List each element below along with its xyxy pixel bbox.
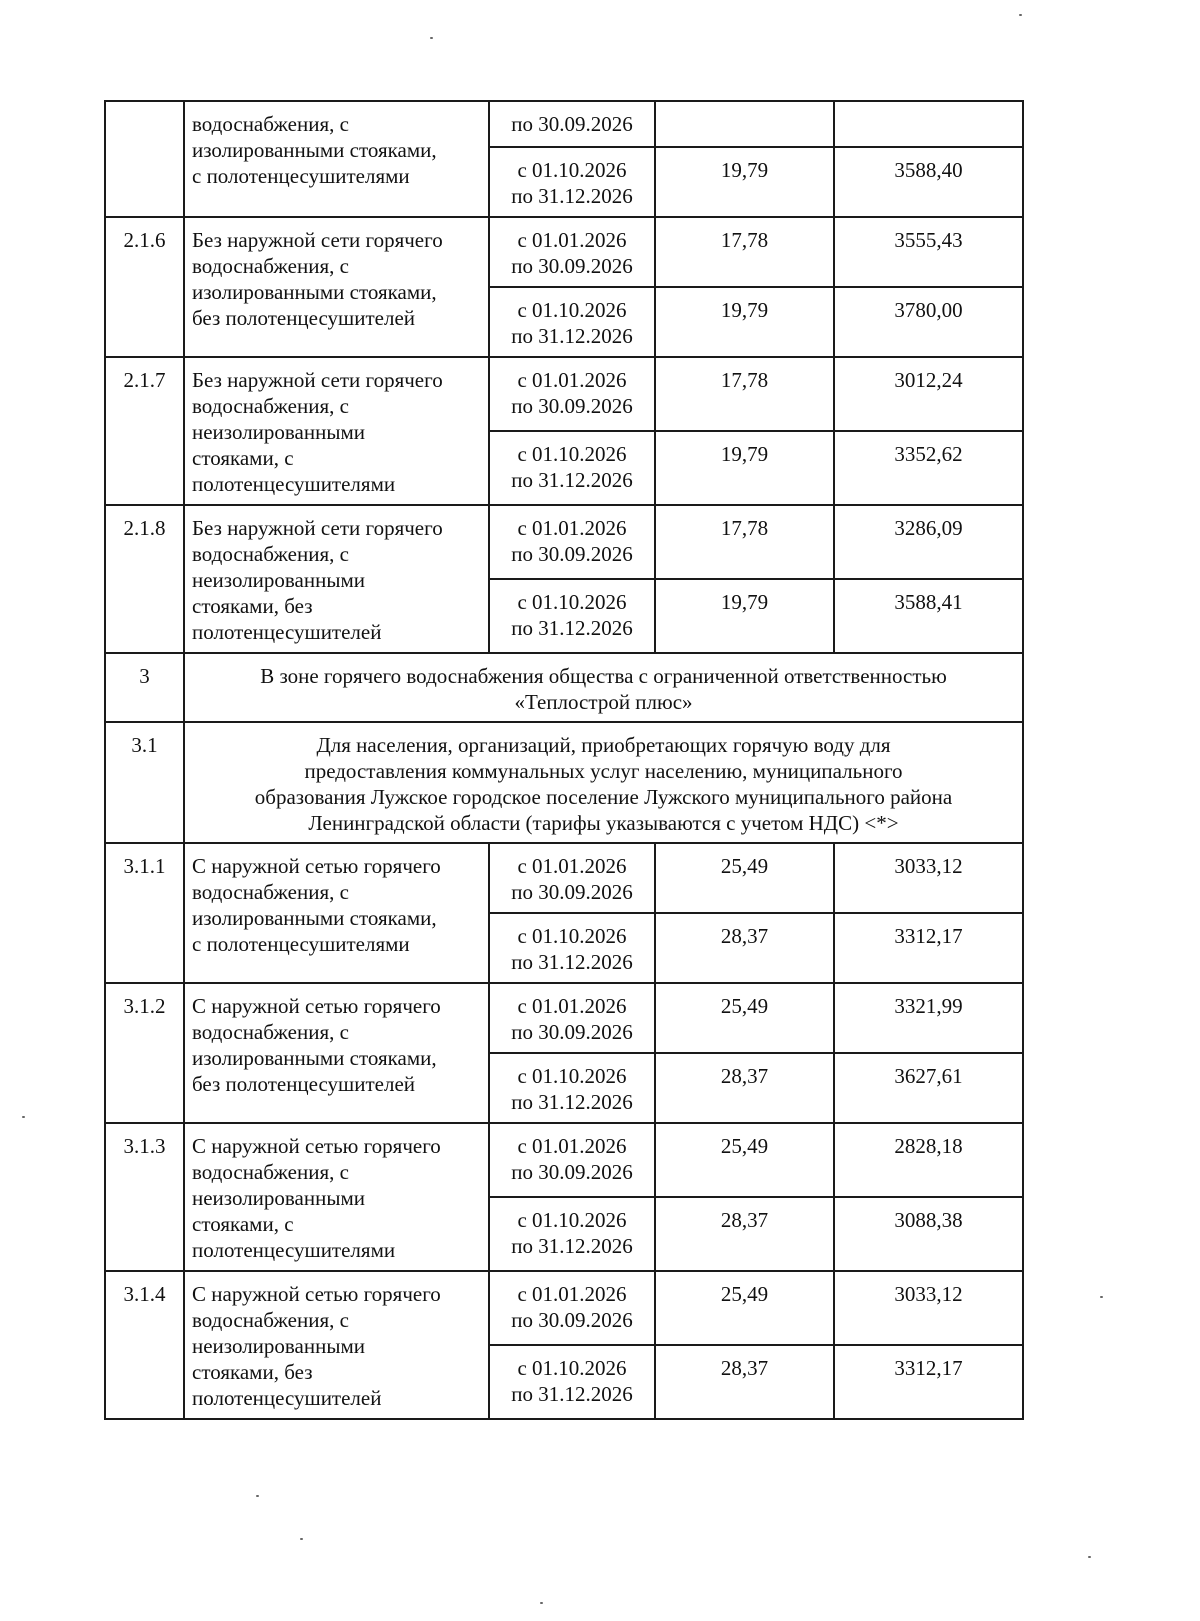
item-description-cell bbox=[184, 101, 489, 217]
scan-speck bbox=[430, 37, 433, 39]
text-line: без полотенцесушителей bbox=[192, 306, 416, 330]
text-line: неизолированными bbox=[192, 1186, 365, 1210]
item-number-cell: 3.1.3 bbox=[105, 1123, 184, 1271]
tariff-value-cell bbox=[834, 101, 1023, 147]
tariff-value-cell: 3033,12 bbox=[834, 843, 1023, 913]
item-number-cell bbox=[105, 101, 184, 217]
text-line: стояками, с bbox=[192, 1212, 294, 1236]
text-line: с 01.01.2026 bbox=[517, 854, 627, 878]
text-line: по 30.09.2026 bbox=[511, 880, 633, 904]
text-line: по 30.09.2026 bbox=[511, 1160, 633, 1184]
item-number-cell: 3.1.4 bbox=[105, 1271, 184, 1419]
text-line: водоснабжения, с bbox=[192, 112, 349, 136]
text-line: с 01.10.2026 bbox=[517, 924, 627, 948]
text-line: по 31.12.2026 bbox=[511, 1382, 633, 1406]
table-row bbox=[105, 983, 1023, 1053]
text-line: по 31.12.2026 bbox=[511, 1234, 633, 1258]
text-line: водоснабжения, с bbox=[192, 254, 349, 278]
text-line: водоснабжения, с bbox=[192, 1160, 349, 1184]
tariff-value-cell: 3588,41 bbox=[834, 579, 1023, 653]
text-line: с полотенцесушителями bbox=[192, 932, 410, 956]
text-line: полотенцесушителями bbox=[192, 472, 396, 496]
text-line: полотенцесушителей bbox=[192, 620, 382, 644]
item-number-cell: 2.1.7 bbox=[105, 357, 184, 505]
period-cell bbox=[489, 147, 655, 217]
item-number-cell: 3.1.2 bbox=[105, 983, 184, 1123]
period-cell bbox=[489, 1197, 655, 1271]
rate-value-cell: 28,37 bbox=[655, 1345, 834, 1419]
text-line: Без наружной сети горячего bbox=[192, 228, 443, 252]
text-line: по 30.09.2026 bbox=[511, 394, 633, 418]
text-line: Без наружной сети горячего bbox=[192, 516, 443, 540]
scan-speck bbox=[1100, 1296, 1103, 1298]
section-row bbox=[105, 653, 1023, 722]
rate-value-cell: 28,37 bbox=[655, 1197, 834, 1271]
text-line: Для населения, организаций, приобретающих горячую воду для bbox=[316, 733, 891, 757]
text-line: «Теплострой плюс» bbox=[514, 690, 693, 714]
table-row bbox=[105, 843, 1023, 913]
text-line: С наружной сетью горячего bbox=[192, 1282, 441, 1306]
tariff-value-cell: 3780,00 bbox=[834, 287, 1023, 357]
text-line: стояками, с bbox=[192, 446, 294, 470]
item-description-cell bbox=[184, 357, 489, 505]
scan-speck bbox=[540, 1602, 543, 1604]
text-line: по 30.09.2026 bbox=[511, 254, 633, 278]
text-line: с 01.10.2026 bbox=[517, 1356, 627, 1380]
text-line: водоснабжения, с bbox=[192, 880, 349, 904]
text-line: изолированными стояками, bbox=[192, 138, 437, 162]
table-row bbox=[105, 1123, 1023, 1197]
text-line: полотенцесушителей bbox=[192, 1386, 382, 1410]
item-number-cell: 3.1.1 bbox=[105, 843, 184, 983]
period-cell bbox=[489, 579, 655, 653]
text-line: стояками, без bbox=[192, 1360, 313, 1384]
section-title-cell bbox=[184, 722, 1023, 843]
table-row bbox=[105, 505, 1023, 579]
rate-value-cell: 17,78 bbox=[655, 357, 834, 431]
text-line: по 30.09.2026 bbox=[511, 1308, 633, 1332]
tariff-value-cell: 3627,61 bbox=[834, 1053, 1023, 1123]
tariff-value-cell: 3588,40 bbox=[834, 147, 1023, 217]
text-line: полотенцесушителями bbox=[192, 1238, 396, 1262]
period-cell bbox=[489, 1053, 655, 1123]
period-cell bbox=[489, 913, 655, 983]
tariff-table bbox=[104, 100, 1024, 1420]
period-cell bbox=[489, 431, 655, 505]
text-line: с 01.01.2026 bbox=[517, 368, 627, 392]
period-cell bbox=[489, 101, 655, 147]
item-description-cell bbox=[184, 217, 489, 357]
tariff-value-cell: 3088,38 bbox=[834, 1197, 1023, 1271]
period-cell bbox=[489, 1123, 655, 1197]
text-line: С наружной сетью горячего bbox=[192, 994, 441, 1018]
text-line: по 31.12.2026 bbox=[511, 324, 633, 348]
item-description-cell bbox=[184, 983, 489, 1123]
period-cell bbox=[489, 983, 655, 1053]
text-line: неизолированными bbox=[192, 420, 365, 444]
section-number-cell: 3 bbox=[105, 653, 184, 722]
rate-value-cell: 17,78 bbox=[655, 505, 834, 579]
table-row bbox=[105, 1271, 1023, 1345]
scan-speck bbox=[1019, 14, 1022, 16]
text-line: с 01.01.2026 bbox=[517, 1282, 627, 1306]
text-line: по 30.09.2026 bbox=[511, 542, 633, 566]
tariff-value-cell: 2828,18 bbox=[834, 1123, 1023, 1197]
table-row bbox=[105, 101, 1023, 147]
period-cell bbox=[489, 1271, 655, 1345]
table-row bbox=[105, 357, 1023, 431]
table-row bbox=[105, 217, 1023, 287]
text-line: с 01.10.2026 bbox=[517, 1208, 627, 1232]
text-line: изолированными стояками, bbox=[192, 280, 437, 304]
scan-speck bbox=[300, 1538, 303, 1540]
text-line: по 30.09.2026 bbox=[511, 1020, 633, 1044]
text-line: водоснабжения, с bbox=[192, 394, 349, 418]
text-line: стояками, без bbox=[192, 594, 313, 618]
text-line: Без наружной сети горячего bbox=[192, 368, 443, 392]
rate-value-cell: 19,79 bbox=[655, 431, 834, 505]
text-line: с 01.10.2026 bbox=[517, 1064, 627, 1088]
text-line: без полотенцесушителей bbox=[192, 1072, 416, 1096]
text-line: по 31.12.2026 bbox=[511, 616, 633, 640]
text-line: по 31.12.2026 bbox=[511, 950, 633, 974]
tariff-value-cell: 3312,17 bbox=[834, 1345, 1023, 1419]
text-line: с 01.10.2026 bbox=[517, 442, 627, 466]
rate-value-cell: 25,49 bbox=[655, 1271, 834, 1345]
text-line: по 31.12.2026 bbox=[511, 468, 633, 492]
rate-value-cell bbox=[655, 101, 834, 147]
tariff-value-cell: 3352,62 bbox=[834, 431, 1023, 505]
rate-value-cell: 25,49 bbox=[655, 1123, 834, 1197]
text-line: водоснабжения, с bbox=[192, 542, 349, 566]
text-line: неизолированными bbox=[192, 1334, 365, 1358]
rate-value-cell: 19,79 bbox=[655, 147, 834, 217]
rate-value-cell: 19,79 bbox=[655, 579, 834, 653]
rate-value-cell: 19,79 bbox=[655, 287, 834, 357]
text-line: с 01.10.2026 bbox=[517, 298, 627, 322]
period-cell bbox=[489, 287, 655, 357]
period-cell bbox=[489, 843, 655, 913]
rate-value-cell: 25,49 bbox=[655, 983, 834, 1053]
tariff-value-cell: 3012,24 bbox=[834, 357, 1023, 431]
item-number-cell: 2.1.6 bbox=[105, 217, 184, 357]
tariff-value-cell: 3286,09 bbox=[834, 505, 1023, 579]
tariff-value-cell: 3321,99 bbox=[834, 983, 1023, 1053]
text-line: с полотенцесушителями bbox=[192, 164, 410, 188]
text-line: водоснабжения, с bbox=[192, 1020, 349, 1044]
tariff-value-cell: 3555,43 bbox=[834, 217, 1023, 287]
section-title-cell bbox=[184, 653, 1023, 722]
rate-value-cell: 28,37 bbox=[655, 1053, 834, 1123]
text-line: с 01.01.2026 bbox=[517, 228, 627, 252]
tariff-table-body bbox=[105, 101, 1023, 1419]
section-row bbox=[105, 722, 1023, 843]
text-line: изолированными стояками, bbox=[192, 906, 437, 930]
text-line: предоставления коммунальных услуг населению, муниципального bbox=[304, 759, 903, 783]
text-line: с 01.01.2026 bbox=[517, 1134, 627, 1158]
scan-speck bbox=[22, 1116, 25, 1118]
period-cell bbox=[489, 357, 655, 431]
text-line: с 01.01.2026 bbox=[517, 516, 627, 540]
rate-value-cell: 17,78 bbox=[655, 217, 834, 287]
period-cell bbox=[489, 505, 655, 579]
tariff-value-cell: 3033,12 bbox=[834, 1271, 1023, 1345]
period-cell bbox=[489, 217, 655, 287]
item-number-cell: 2.1.8 bbox=[105, 505, 184, 653]
rate-value-cell: 25,49 bbox=[655, 843, 834, 913]
text-line: с 01.01.2026 bbox=[517, 994, 627, 1018]
text-line: неизолированными bbox=[192, 568, 365, 592]
text-line: по 31.12.2026 bbox=[511, 1090, 633, 1114]
text-line: В зоне горячего водоснабжения общества с ограниченной ответственностью bbox=[260, 664, 947, 688]
section-number-cell: 3.1 bbox=[105, 722, 184, 843]
text-line: по 30.09.2026 bbox=[511, 112, 633, 136]
item-description-cell bbox=[184, 505, 489, 653]
text-line: Ленинградской области (тарифы указываются с учетом НДС) <*> bbox=[308, 811, 899, 835]
period-cell bbox=[489, 1345, 655, 1419]
text-line: по 31.12.2026 bbox=[511, 184, 633, 208]
text-line: С наружной сетью горячего bbox=[192, 854, 441, 878]
text-line: с 01.10.2026 bbox=[517, 590, 627, 614]
item-description-cell bbox=[184, 843, 489, 983]
scan-speck bbox=[1088, 1556, 1091, 1558]
tariff-value-cell: 3312,17 bbox=[834, 913, 1023, 983]
text-line: с 01.10.2026 bbox=[517, 158, 627, 182]
rate-value-cell: 28,37 bbox=[655, 913, 834, 983]
text-line: водоснабжения, с bbox=[192, 1308, 349, 1332]
item-description-cell bbox=[184, 1123, 489, 1271]
text-line: изолированными стояками, bbox=[192, 1046, 437, 1070]
text-line: С наружной сетью горячего bbox=[192, 1134, 441, 1158]
text-line: образования Лужское городское поселение Лужского муниципального района bbox=[254, 785, 953, 809]
scan-speck bbox=[256, 1495, 259, 1497]
item-description-cell bbox=[184, 1271, 489, 1419]
